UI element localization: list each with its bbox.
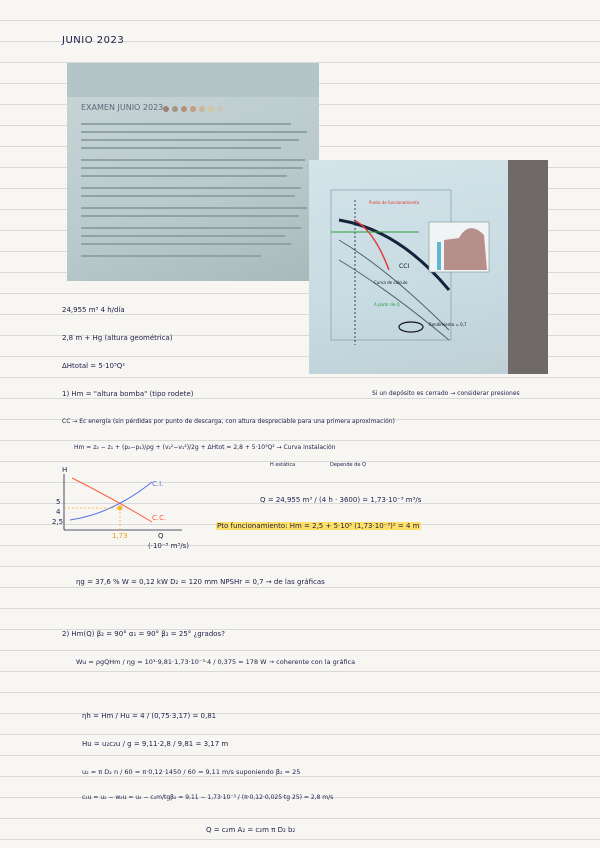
- graph-tick-y: 2,5: [52, 518, 64, 526]
- eq-label: Depende de Q: [330, 462, 366, 468]
- photo-toolbar: [67, 63, 319, 97]
- graph-tick-y: 5: [56, 498, 61, 506]
- toolbar-dot: [172, 106, 178, 112]
- chart-results: ηg = 37,6 % W = 0,12 kW D₂ = 120 mm NPSHr = 0,7 → de las gráficas: [76, 578, 325, 586]
- graph-units: (·10⁻³ m³/s): [148, 542, 189, 550]
- exam-title: EXAMEN JUNIO 2023: [81, 103, 164, 112]
- pump-curves-photo: [309, 160, 548, 374]
- power-equation: Wu = ρgQHm / ηg = 10³·9,81·1,73·10⁻³·4 / 0,375 = 178 W → coherente con la gráfica: [76, 658, 356, 666]
- energy-eq-note: CC → Ec energía (sin pérdidas por punto de descarga, con altura despreciable para una primera aproximación): [62, 418, 395, 425]
- figure-label: Curva de cálculo: [374, 280, 408, 285]
- figure-label: A partir de Q: [374, 302, 400, 307]
- energy-equation: Hm = z₂ − z₁ + (p₂−p₁)/ρg + (v₂²−v₁²)/2g + ΔHtot = 2,8 + 5·10⁵Q² → Curva instalación: [74, 444, 336, 451]
- graph-tick-x: 1,73: [112, 532, 128, 540]
- graph-tick-y: 4: [56, 508, 61, 516]
- tangential-velocity: c₂u = u₂ − w₂u = u₂ − c₂m/tgβ₂ = 9,11 − 1,73·10⁻³ / (π·0,12·0,025·tg 25) = 2,8 m/s: [82, 794, 334, 801]
- graph-curve-label: C.I.: [152, 480, 164, 488]
- question-1-note: Si un depósito es cerrado → considerar presiones: [372, 390, 520, 397]
- eq-label: H estática: [270, 462, 296, 468]
- theoretical-head: Hu = u₂c₂u / g = 9,11·2,8 / 9,81 = 3,17 m: [82, 740, 229, 748]
- flow-equation: Q = c₂m A₂ = c₂m π D₂ b₂: [206, 826, 296, 834]
- question-1-heading: 1) Hm = "altura bomba" (tipo rodete): [62, 390, 194, 398]
- toolbar-dot: [199, 106, 205, 112]
- toolbar-dot: [163, 106, 169, 112]
- toolbar-dot: [181, 106, 187, 112]
- figure-label: Punto de funcionamiento: [369, 200, 420, 205]
- graph-axis-y: H: [62, 466, 68, 474]
- question-2-heading: 2) Hm(Q) β₂ = 90° α₁ = 90° β₂ = 25° ¿grados?: [62, 630, 225, 638]
- data-height: 2,8 m + Hg (altura geométrica): [62, 334, 173, 342]
- exam-photo: [67, 63, 319, 281]
- graph-axis-x: Q: [158, 532, 164, 540]
- toolbar-dot: [190, 106, 196, 112]
- tip-speed: u₂ = π D₂ n / 60 = π·0,12·1450 / 60 = 9,11 m/s suponiendo β₂ = 25: [82, 768, 301, 776]
- flow-calculation: Q = 24,955 m³ / (4 h · 3600) = 1,73·10⁻³ m³/s: [260, 496, 422, 504]
- hydraulic-efficiency: ηh = Hm / Hu = 4 / (0,75·3,17) = 0,81: [82, 712, 217, 720]
- pump-curves-figure: [309, 160, 548, 374]
- figure-label: CCI: [399, 263, 410, 270]
- data-volume: 24,955 m³ 4 h/día: [62, 306, 125, 314]
- toolbar-dot: [217, 106, 223, 112]
- data-losses: ΔHtotal = 5·10⁵Q²: [62, 362, 126, 370]
- figure-label: Rendimiento = 0,7: [429, 322, 467, 327]
- toolbar-dot: [208, 106, 214, 112]
- graph-curve-label: C.C.: [152, 514, 167, 522]
- operating-point-line: Pto funcionamiento: Hm = 2,5 + 5·10⁵ (1,73·10⁻³)² = 4 m: [217, 522, 420, 530]
- page-title: JUNIO 2023: [62, 35, 125, 46]
